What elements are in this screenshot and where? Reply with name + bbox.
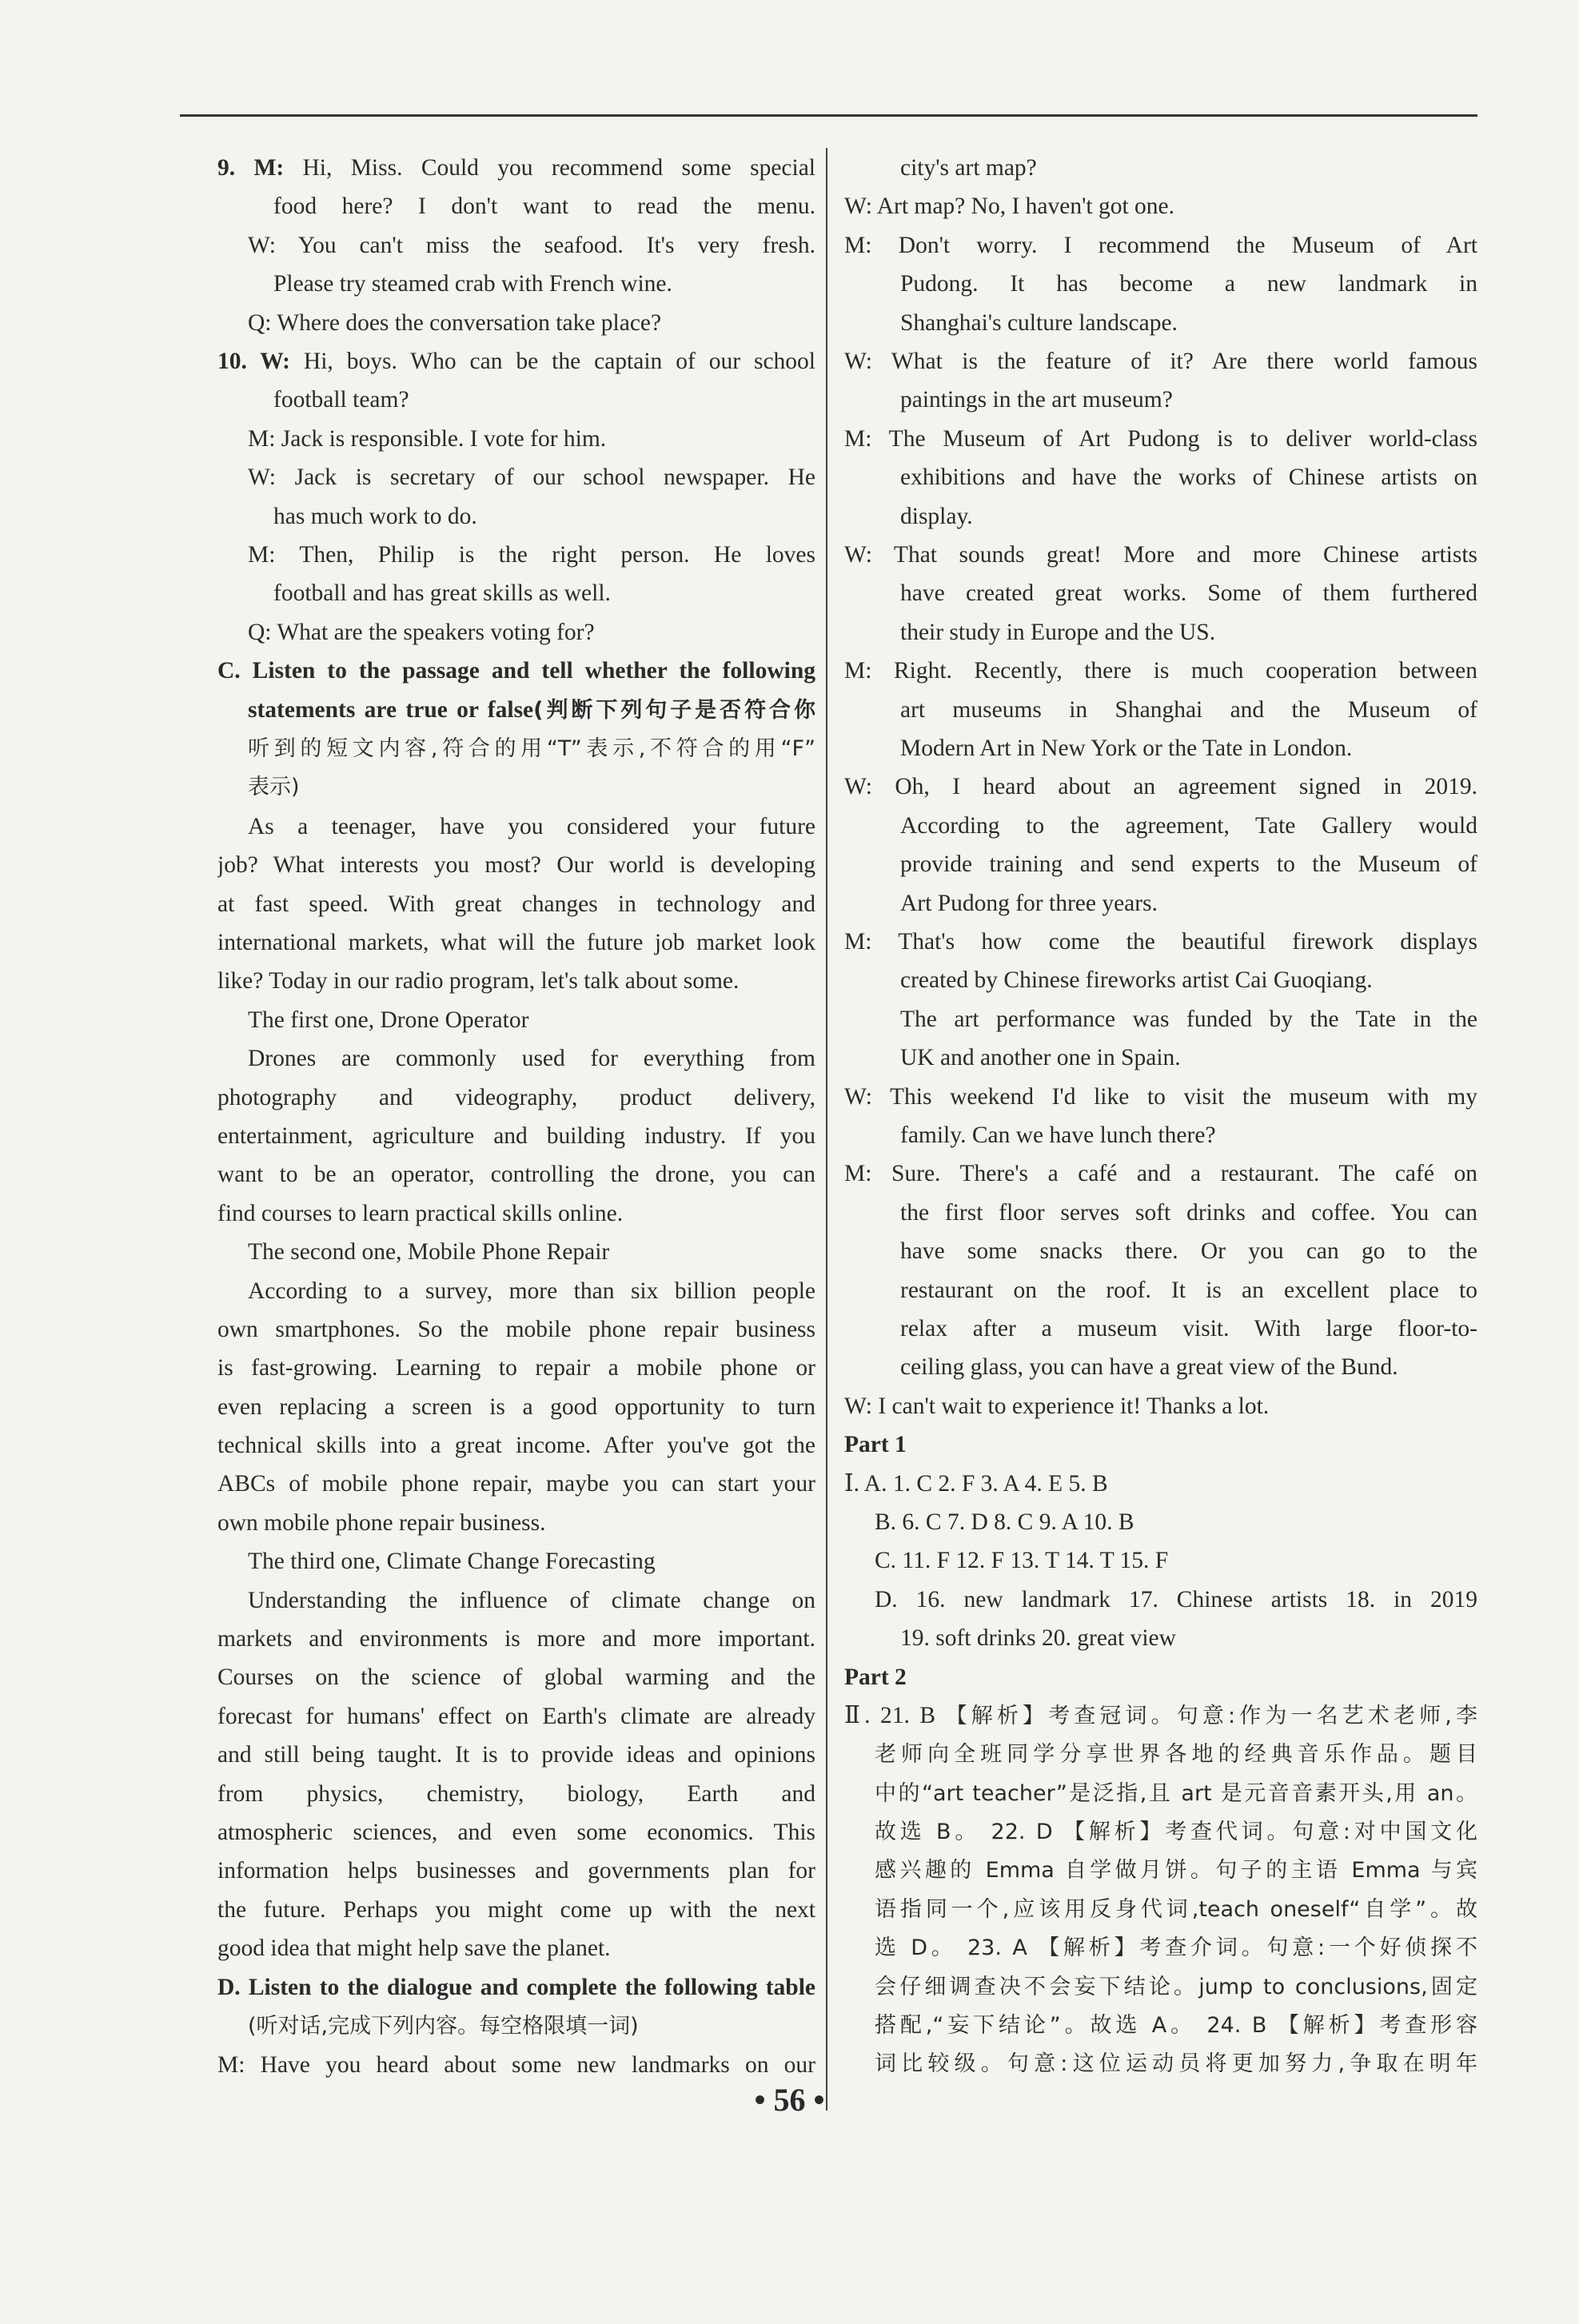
line-text: According to the agreement, Tate Gallery would [900, 812, 1477, 839]
line-text: statements are true or false [248, 696, 534, 723]
line-text: has much work to do. [273, 503, 477, 529]
text-line [217, 381, 815, 419]
line-text: Art Pudong for three years. [900, 890, 1158, 916]
text-line [217, 1272, 815, 1310]
line-text: information helps businesses and governments plan for [217, 1858, 815, 1884]
text-line [217, 2007, 815, 2046]
chinese-text: (判断下列句子是否符合你 [533, 697, 815, 723]
line-text: Q: Where does the conversation take place? [248, 309, 662, 336]
text-line [844, 1696, 1477, 1735]
text-line [844, 187, 1477, 225]
chinese-text: 故选 B。 22. D 【解析】考查代词。句意:对中国文化 [875, 1820, 1477, 1845]
chinese-text: 搭配,“妄下结论”。故选 A。 24. B 【解析】考查形容 [875, 2013, 1477, 2039]
text-line [217, 149, 815, 187]
item-number: 10. W: [217, 348, 290, 374]
line-text: own mobile phone repair business. [217, 1509, 546, 1536]
line-text: M: Right. Recently, there is much cooperation between [844, 658, 1477, 684]
text-line [217, 574, 815, 612]
text-line [217, 613, 815, 652]
text-line [217, 458, 815, 496]
text-line [844, 1658, 1477, 1696]
line-text: even replacing a screen is a good opportunity to turn [217, 1393, 815, 1420]
text-line [217, 1194, 815, 1233]
line-text: the first floor serves soft drinks and coffee. You can [900, 1199, 1477, 1226]
chinese-text: 老师向全班同学分享世界各地的经典音乐作品。题目 [875, 1742, 1477, 1768]
line-text: Q: What are the speakers voting for? [248, 619, 595, 645]
text-line [844, 1348, 1477, 1386]
text-line [217, 652, 815, 690]
text-line [217, 420, 815, 458]
text-line [217, 1504, 815, 1542]
text-line [844, 1541, 1477, 1580]
line-text: forecast for humans' effect on Earth's climate are already [217, 1703, 815, 1729]
text-line [217, 304, 815, 342]
line-text: D. 16. new landmark 17. Chinese artists 18. in 2019 [875, 1586, 1477, 1612]
text-line [844, 574, 1477, 612]
line-text: The art performance was funded by the Tate in the [900, 1006, 1477, 1032]
line-text: As a teenager, have you considered your future [248, 813, 815, 839]
line-text: M: Sure. There's a café and a restaurant. The café on [844, 1161, 1477, 1187]
line-text: M: Have you heard about some new landmarks on our [217, 2052, 815, 2079]
left-column [217, 149, 815, 2085]
line-text: 19. soft drinks 20. great view [900, 1625, 1176, 1652]
line-text: the future. Perhaps you might come up with the next [217, 1896, 815, 1923]
text-line [844, 149, 1477, 187]
text-line [844, 1154, 1477, 1193]
text-line [844, 1116, 1477, 1154]
right-column [844, 149, 1477, 2083]
text-line [844, 1735, 1477, 1773]
text-line [217, 1891, 815, 1929]
text-line [217, 1736, 815, 1774]
text-line [217, 1233, 815, 1271]
text-line [217, 1658, 815, 1696]
text-line [217, 1465, 815, 1503]
page-number: • 56 • [754, 2082, 825, 2118]
line-text: display. [900, 503, 973, 529]
text-line [217, 1388, 815, 1426]
text-line [844, 1619, 1477, 1657]
text-line [217, 1929, 815, 1967]
text-line [844, 807, 1477, 845]
line-text: M: The Museum of Art Pudong is to deliver world-class [844, 425, 1477, 452]
text-line [844, 961, 1477, 999]
chinese-text: 选 D。 23. A 【解析】考查介词。句意:一个好侦探不 [875, 1935, 1477, 1961]
text-line [217, 1078, 815, 1117]
text-line [844, 691, 1477, 729]
line-text: ceiling glass, you can have a great view of the Bund. [900, 1354, 1398, 1381]
line-text: good idea that might help save the planet. [217, 1935, 611, 1962]
line-text: Ⅰ. A. 1. C 2. F 3. A 4. E 5. B [844, 1470, 1108, 1497]
text-line [844, 1928, 1477, 1967]
line-text: and still being taught. It is to provide ideas and opinions [217, 1742, 815, 1768]
text-line [217, 1697, 815, 1736]
line-text: UK and another one in Spain. [900, 1045, 1181, 1071]
line-text: paintings in the art museum? [900, 387, 1173, 413]
text-line [217, 1117, 815, 1155]
line-text: Hi, Miss. Could you recommend some special [284, 155, 815, 181]
line-text: photography and videography, product delivery, [217, 1084, 815, 1110]
line-text: from physics, chemistry, biology, Earth and [217, 1780, 815, 1807]
line-text: W: This weekend I'd like to visit the museum with my [844, 1083, 1477, 1110]
line-text: job? What interests you most? Our world is developing [217, 852, 815, 879]
chinese-text: 语指同一个,应该用反身代词,teach oneself“自学”。故 [875, 1896, 1477, 1922]
line-text: Drones are commonly used for everything from [248, 1046, 815, 1072]
text-line [217, 1581, 815, 1620]
chinese-text: 感兴趣的 Emma 自学做月饼。句子的主语 Emma 与宾 [875, 1858, 1477, 1884]
line-text: D. Listen to the dialogue and complete the following table [217, 1974, 815, 2000]
chinese-text: 词比较级。句意:这位运动员将更加努力,争取在明年 [875, 2051, 1477, 2077]
text-line [217, 1349, 815, 1387]
line-text: B. 6. C 7. D 8. C 9. A 10. B [875, 1509, 1134, 1535]
text-line [844, 767, 1477, 806]
line-text: C. Listen to the passage and tell whether the following [217, 658, 815, 684]
line-text: W: I can't wait to experience it! Thanks a lot. [844, 1393, 1270, 1419]
line-text: football and has great skills as well. [273, 580, 611, 607]
line-text: technical skills into a great income. After you've got the [217, 1433, 815, 1459]
text-line [217, 767, 815, 807]
line-text: find courses to learn practical skills online. [217, 1200, 624, 1226]
text-line [844, 342, 1477, 381]
text-line [844, 265, 1477, 303]
text-line [844, 1425, 1477, 1464]
line-text: Courses on the science of global warming and the [217, 1664, 815, 1691]
text-line [217, 885, 815, 923]
line-text: W: That sounds great! More and more Chinese artists [844, 541, 1477, 568]
line-text: created by Chinese fireworks artist Cai Guoqiang. [900, 967, 1373, 994]
line-text: Pudong. It has become a new landmark in [900, 271, 1477, 297]
text-line [217, 1542, 815, 1581]
line-text: relax after a museum visit. With large floor-to- [900, 1315, 1477, 1341]
text-line [844, 1851, 1477, 1889]
text-line [217, 1775, 815, 1813]
text-line [217, 1620, 815, 1658]
line-text: restaurant on the roof. It is an excellent place to [900, 1277, 1477, 1303]
text-line [844, 1309, 1477, 1348]
chinese-text: 【解析】考查冠词。句意:作为一名艺术老师,李 [945, 1703, 1477, 1728]
text-line [217, 226, 815, 265]
text-line [217, 1852, 815, 1890]
line-text: C. 11. F 12. F 13. T 14. T 15. F [875, 1548, 1169, 1574]
text-line [217, 923, 815, 962]
line-text: Ⅱ. 21. B [844, 1702, 946, 1728]
text-line [217, 265, 815, 303]
text-line [844, 1465, 1477, 1503]
text-line [844, 1038, 1477, 1077]
text-line [217, 691, 815, 729]
text-line [217, 1968, 815, 2007]
text-line [217, 342, 815, 381]
text-line [844, 1271, 1477, 1309]
text-line [217, 1310, 815, 1349]
text-line [844, 923, 1477, 961]
line-text: family. Can we have lunch there? [900, 1122, 1216, 1148]
text-line [844, 536, 1477, 574]
line-text: have some snacks there. Or you can go to the [900, 1238, 1477, 1265]
line-text: city's art map? [900, 155, 1037, 181]
text-line [844, 1194, 1477, 1232]
line-text: Modern Art in New York or the Tate in London. [900, 735, 1353, 761]
text-line [217, 1155, 815, 1194]
text-line [217, 497, 815, 536]
line-text: W: What is the feature of it? Are there world famous [844, 349, 1477, 374]
chinese-text: 中的“art teacher”是泛指,且 art 是元音音素开头,用 an。 [875, 1780, 1477, 1806]
text-line [217, 1039, 815, 1078]
text-line [844, 613, 1477, 652]
text-line [844, 2044, 1477, 2083]
column-divider [826, 148, 827, 2111]
text-line [844, 1503, 1477, 1541]
line-text: The first one, Drone Operator [248, 1007, 529, 1033]
line-text: have created great works. Some of them furthered [900, 580, 1477, 607]
line-text: Shanghai's culture landscape. [900, 309, 1178, 336]
text-line [844, 1890, 1477, 1928]
text-line [217, 729, 815, 767]
line-text: Understanding the influence of climate change on [248, 1587, 815, 1613]
text-line [844, 1581, 1477, 1619]
line-text: Hi, boys. Who can be the captain of our school [289, 348, 815, 374]
header-rule [180, 114, 1477, 117]
text-line [217, 962, 815, 1000]
line-text: like? Today in our radio program, let's talk about some. [217, 968, 740, 995]
line-text: The third one, Climate Change Forecasting [248, 1549, 656, 1575]
line-text: at fast speed. With great changes in technology and [217, 891, 815, 917]
line-text: W: Art map? No, I haven't got one. [844, 193, 1175, 220]
text-line [217, 1001, 815, 1039]
text-line [844, 226, 1477, 265]
line-text: Part 2 [844, 1664, 907, 1690]
text-line [844, 845, 1477, 883]
text-line [217, 2046, 815, 2084]
line-text: art museums in Shanghai and the Museum of [900, 696, 1477, 723]
line-text: M: Jack is responsible. I vote for him. [248, 425, 607, 452]
text-line [844, 884, 1477, 923]
line-text: entertainment, agriculture and building industry. If you [217, 1122, 815, 1149]
line-text: exhibitions and have the works of Chinese artists on [900, 464, 1477, 491]
text-line [844, 729, 1477, 767]
line-text: W: Jack is secretary of our school newspaper. He [248, 464, 815, 491]
line-text: M: That's how come the beautiful firework displays [844, 928, 1477, 955]
line-text: provide training and send experts to the Museum of [900, 851, 1477, 878]
chinese-text: 听到的短文内容,符合的用“T”表示,不符合的用“F” [248, 735, 815, 761]
text-line [844, 1232, 1477, 1270]
line-text: food here? I don't want to read the menu. [273, 193, 815, 220]
chinese-text: 表示) [248, 775, 300, 800]
line-text: is fast-growing. Learning to repair a mobile phone or [217, 1355, 815, 1381]
chinese-text: 会仔细调查决不会妄下结论。jump to conclusions,固定 [875, 1974, 1477, 1999]
text-line [844, 1387, 1477, 1425]
text-line [217, 536, 815, 574]
line-text: their study in Europe and the US. [900, 619, 1216, 645]
text-line [217, 1426, 815, 1465]
line-text: M: Don't worry. I recommend the Museum of Art [844, 232, 1477, 258]
text-line [844, 458, 1477, 496]
text-line [844, 1000, 1477, 1038]
text-line [844, 304, 1477, 342]
text-line [844, 497, 1477, 536]
line-text: atmospheric sciences, and even some economics. This [217, 1820, 815, 1846]
line-text: markets and environments is more and more important. [217, 1626, 815, 1652]
line-text: want to be an operator, controlling the drone, you can [217, 1162, 815, 1188]
line-text: ABCs of mobile phone repair, maybe you can start your [217, 1471, 815, 1497]
line-text: international markets, what will the future job market look [217, 929, 815, 955]
text-line [844, 1078, 1477, 1116]
text-line [217, 1813, 815, 1852]
text-line [217, 807, 815, 846]
line-text: Part 1 [844, 1432, 907, 1458]
text-line [844, 652, 1477, 690]
line-text: Please try steamed crab with French wine. [273, 271, 672, 297]
line-text: W: Oh, I heard about an agreement signed in 2019. [844, 774, 1477, 800]
text-line [844, 381, 1477, 419]
line-text: W: You can't miss the seafood. It's very fresh. [248, 232, 815, 258]
line-text: The second one, Mobile Phone Repair [248, 1239, 610, 1266]
text-line [844, 1967, 1477, 2006]
chinese-text: (听对话,完成下列内容。每空格限填一词) [248, 2013, 639, 2039]
line-text: own smartphones. So the mobile phone repair business [217, 1316, 815, 1342]
text-line [217, 187, 815, 225]
line-text: football team? [273, 387, 409, 413]
text-line [844, 1812, 1477, 1851]
line-text: M: Then, Philip is the right person. He loves [248, 541, 815, 568]
text-line [844, 420, 1477, 458]
line-text: According to a survey, more than six billion people [248, 1278, 815, 1304]
text-line [217, 846, 815, 884]
text-line [844, 1774, 1477, 1812]
text-line [844, 2006, 1477, 2044]
item-number: 9. M: [217, 155, 285, 181]
